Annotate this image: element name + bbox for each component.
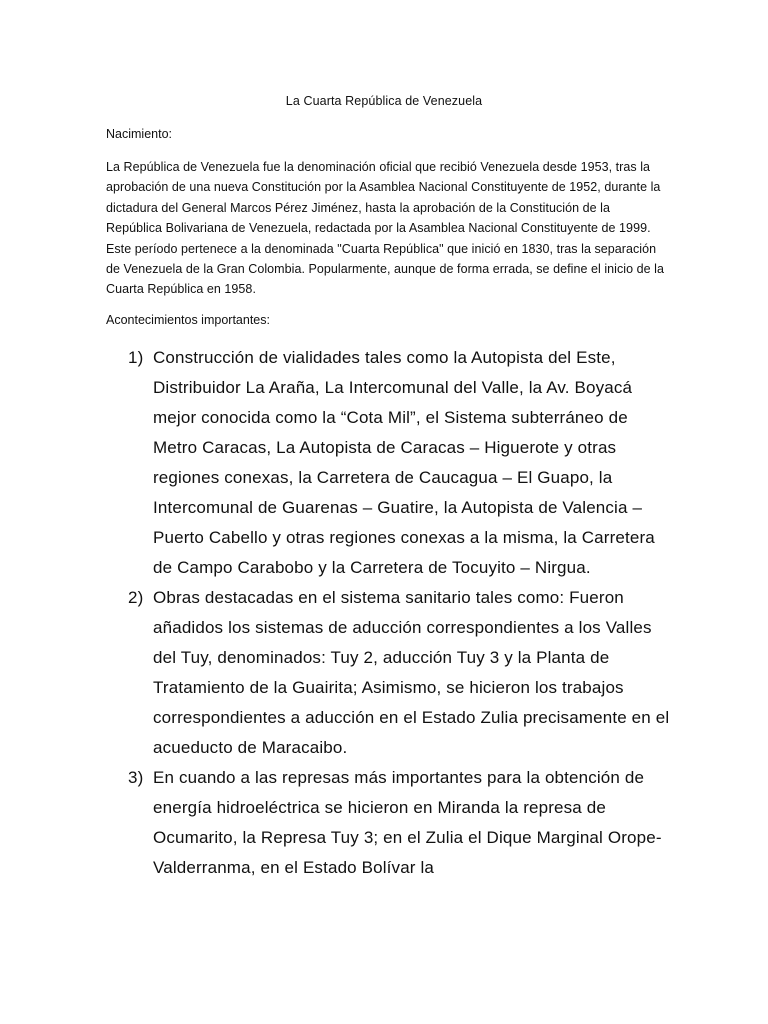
list-item-number: 2): [128, 588, 144, 607]
list-item-text: Construcción de vialidades tales como la Autopista del Este, Distribuidor La Araña, La Intercomunal del Valle, la Av. Boyacá mejor conocida como la “Cota Mil”, el Sistema subterráneo de Metro Caracas, La Autopista de Caracas – Higuerote y otras regiones conexas, la Carretera de Caucagua – El Guapo, la Intercomunal de Guarenas – Guatire, la Autopista de Valencia – Puerto Cabello y otras regiones conexas a la misma, la Carretera de Campo Carabobo y la Carretera de Tocuyito – Nirgua.: [153, 348, 655, 577]
list-item-number: 3): [128, 768, 144, 787]
section-heading-nacimiento: Nacimiento:: [106, 127, 172, 141]
list-item: [0, 343, 675, 583]
list-item: [0, 583, 675, 763]
events-list: [0, 343, 768, 883]
document-title: La Cuarta República de Venezuela: [285, 94, 483, 108]
list-item-text: Obras destacadas en el sistema sanitario tales como: Fueron añadidos los sistemas de aducción correspondientes a los Valles del Tuy, denominados: Tuy 2, aducción Tuy 3 y la Planta de Tratamiento de la Guairita; Asimismo, se hicieron los trabajos correspondientes a aducción en el Estado Zulia precisamente en el acueducto de Maracaibo.: [153, 588, 670, 757]
list-item: [0, 763, 675, 883]
list-item-number: 1): [128, 348, 144, 367]
intro-paragraph: La República de Venezuela fue la denominación oficial que recibió Venezuela desde 1953, tras la aprobación de una nueva Constitución por la Asamblea Nacional Constituyente de 1952, durante la dictadura del General Marcos Pérez Jiménez, hasta la aprobación de la Constitución de la República Bolivariana de Venezuela, redactada por la Asamblea Nacional Constituyente de 1999. Este período pertenece a la denominada "Cuarta República" que inició en 1830, tras la separación de Venezuela de la Gran Colombia. Popularmente, aunque de forma errada, se define el inicio de la Cuarta República en 1958.: [106, 160, 664, 297]
list-item-text: En cuando a las represas más importantes para la obtención de energía hidroeléctrica se hicieron en Miranda la represa de Ocumarito, la Represa Tuy 3; en el Zulia el Dique Marginal Orope-Valderranma, en el Estado Bolívar la: [153, 768, 662, 877]
section-heading-acontecimientos: Acontecimientos importantes:: [106, 313, 270, 327]
